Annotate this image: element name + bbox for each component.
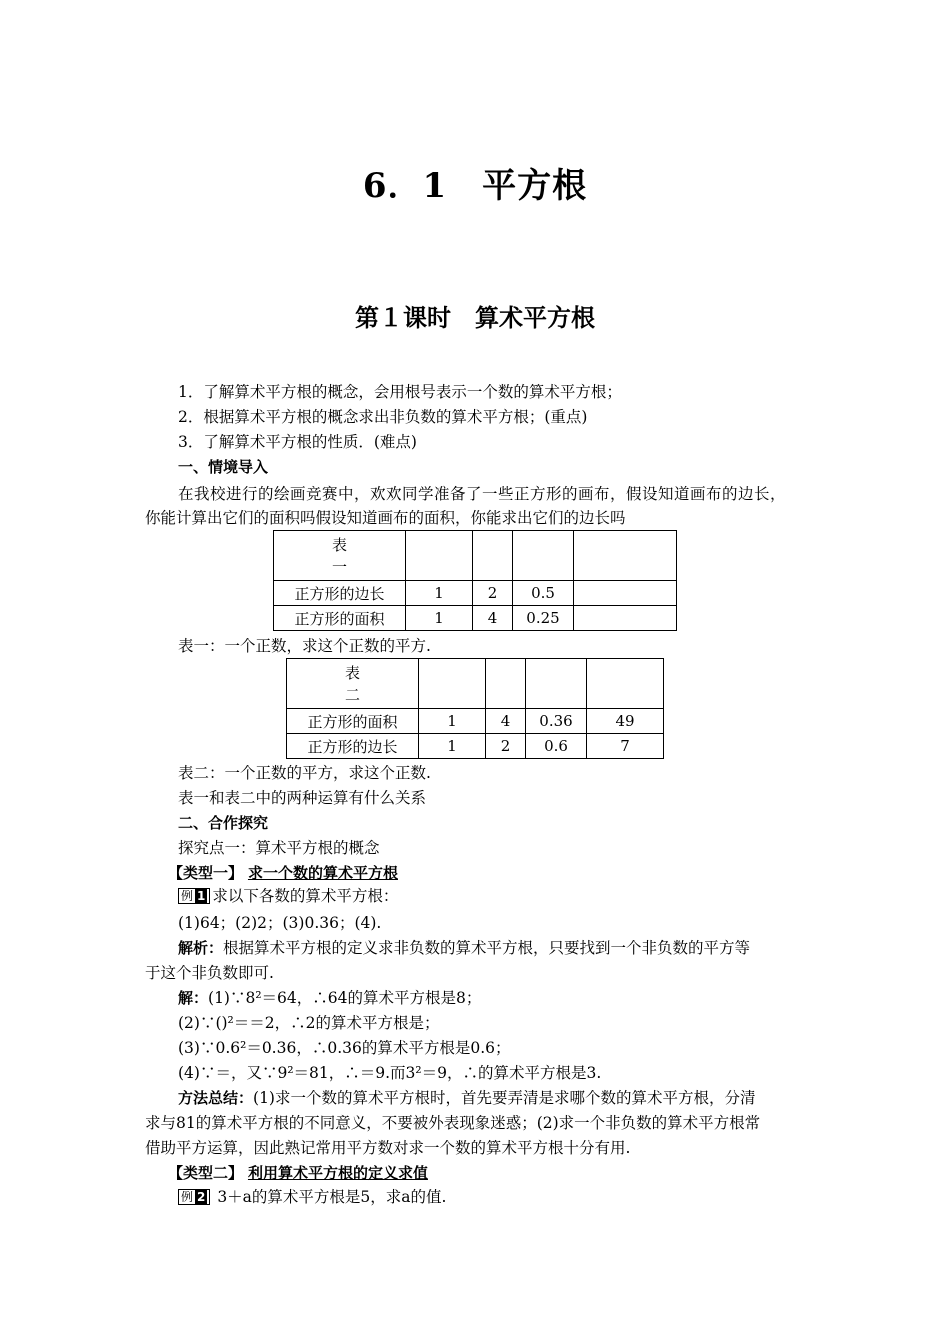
type-one-title: 求一个数的算术平方根 bbox=[247, 864, 398, 882]
table-two-header: 表 二 bbox=[287, 659, 419, 709]
analysis-line-1: 解析：根据算术平方根的定义求非负数的算术平方根，只要找到一个非负数的平方等 bbox=[178, 939, 751, 957]
analysis-line-2: 于这个非负数即可. bbox=[145, 964, 274, 982]
table-row: 正方形的边长 1 2 0.6 7 bbox=[287, 734, 664, 759]
intro-paragraph-line2: 你能计算出它们的面积吗假设知道画布的面积，你能求出它们的边长吗 bbox=[145, 509, 626, 527]
type-one-heading bbox=[168, 861, 398, 886]
summary-label: 方法总结： bbox=[178, 1089, 254, 1107]
page-title: 6．1 平方根 bbox=[362, 166, 588, 206]
example-2-text: 3＋a的算术平方根是5，求a的值. bbox=[217, 1188, 447, 1206]
type-two-label: 【类型二】 bbox=[168, 1164, 244, 1182]
summary-line-1: 方法总结：(1)求一个数的算术平方根时，首先要弄清是求哪个数的算术平方根，分清 bbox=[178, 1089, 756, 1107]
lesson-subtitle: 第１课时 算术平方根 bbox=[355, 303, 595, 332]
objective-1: 1．了解算术平方根的概念，会用根号表示一个数的算术平方根； bbox=[178, 383, 622, 401]
example-2 bbox=[178, 1185, 446, 1210]
table-two bbox=[286, 658, 664, 759]
table-row: 正方形的边长 1 2 0.5 bbox=[274, 581, 677, 606]
example-1-items: (1)64；(2)2；(3)0.36；(4). bbox=[178, 914, 382, 932]
table-one-header: 表 一 bbox=[274, 531, 406, 581]
type-two-heading bbox=[168, 1161, 428, 1186]
solution-label: 解： bbox=[178, 989, 209, 1007]
example-1 bbox=[178, 884, 398, 909]
summary-line-3: 借助平方运算，因此熟记常用平方数对求一个数的算术平方根十分有用. bbox=[145, 1139, 631, 1157]
relation-question: 表一和表二中的两种运算有什么关系 bbox=[178, 789, 427, 807]
solution-2: (2)∵()²＝＝2，∴2的算术平方根是； bbox=[178, 1014, 440, 1032]
solution-3: (3)∵0.6²＝0.36，∴0.36的算术平方根是0.6； bbox=[178, 1039, 511, 1057]
objective-3: 3．了解算术平方根的性质．(难点) bbox=[178, 433, 417, 451]
table-one-note: 表一：一个正数，求这个正数的平方. bbox=[178, 637, 431, 655]
example-1-tag: 例 1 bbox=[178, 888, 210, 904]
example-2-tag: 例 2 bbox=[178, 1189, 210, 1205]
section-heading-intro: 一、情境导入 bbox=[178, 458, 269, 476]
analysis-label: 解析： bbox=[178, 939, 224, 957]
intro-paragraph-line1: 在我校进行的绘画竞赛中，欢欢同学准备了一些正方形的画布，假设知道画布的边长， bbox=[178, 485, 787, 503]
type-two-title: 利用算术平方根的定义求值 bbox=[247, 1164, 428, 1182]
solution-1: 解：(1)∵8²＝64，∴64的算术平方根是8； bbox=[178, 989, 482, 1007]
objective-2: 2．根据算术平方根的概念求出非负数的算术平方根；(重点) bbox=[178, 408, 588, 426]
explore-point-1: 探究点一：算术平方根的概念 bbox=[178, 839, 380, 857]
example-1-text: 求以下各数的算术平方根： bbox=[212, 887, 399, 905]
table-two-note: 表二：一个正数的平方，求这个正数. bbox=[178, 764, 431, 782]
table-row: 正方形的面积 1 4 0.25 bbox=[274, 606, 677, 631]
table-row: 正方形的面积 1 4 0.36 49 bbox=[287, 709, 664, 734]
section-heading-explore: 二、合作探究 bbox=[178, 814, 269, 832]
summary-line-2: 求与81的算术平方根的不同意义，不要被外表现象迷惑；(2)求一个非负数的算术平方根常 bbox=[145, 1114, 761, 1132]
table-one bbox=[273, 530, 677, 631]
type-one-label: 【类型一】 bbox=[168, 864, 244, 882]
solution-4: (4)∵＝，又∵9²＝81，∴＝9.而3²＝9，∴的算术平方根是3. bbox=[178, 1064, 602, 1082]
